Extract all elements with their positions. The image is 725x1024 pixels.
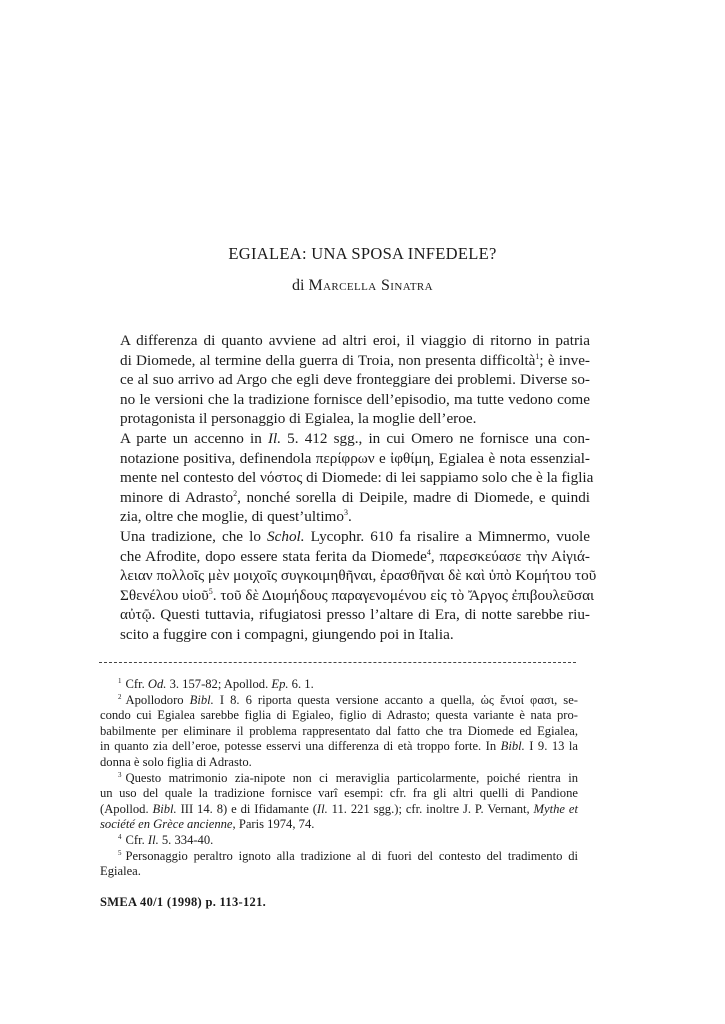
text-line: protagonista il personaggio di Egialea, la moglie dell’eroe.: [120, 410, 477, 428]
article-body: [100, 331, 597, 645]
text-line: A parte un accenno in Il. 5. 412 sgg., in cui Omero ne fornisce una con-: [120, 429, 590, 447]
footnote-ref[interactable]: 1: [535, 351, 540, 361]
text-line: Σθενέλου υἱοῦ$^5$. τοῦ δὲ Διομήδους παραγενομένου εἰς τὸ Ἄργος ἐπιβουλεῦσαι: [120, 586, 595, 604]
paragraph-2: [100, 429, 594, 527]
footnote-ref[interactable]: 5: [208, 586, 213, 596]
text-line: ce al suo arrivo ad Argo che egli deve fronteggiare dei problemi. Diverse so-: [120, 371, 590, 389]
text-line: di Diomede, al termine della guerra di Troia, non presenta difficoltà$^1$; è inve-: [120, 351, 590, 369]
footnote-4: $^4$ Cfr. Il. 5. 334-40.: [118, 832, 214, 847]
footnote-5: $^5$ Personaggio peraltro ignoto alla tradizione al di fuori del contesto del tradimento di Egialea.: [100, 848, 578, 879]
footnote-number: 2: [118, 692, 122, 701]
footnote-ref[interactable]: 3: [343, 508, 348, 518]
text-line: no le versioni che la tradizione fornisce dell’episodio, ma tutte vedono come: [120, 390, 590, 408]
footnote-3: $^3$ Questo matrimonio zia-nipote non ci meraviglia particolarmente, poiché rientra in un uso del quale la tradizione fornisce varî esempi: cfr. fra gli altri quelli di Pandione (Apollod. Bibl. III 14. 8) e di Ifidamante (Il. 11. 221 sgg.); cfr. inoltre J. P. Vernant, Mythe et société en Grèce ancienne, Paris 1974, 74.: [100, 770, 578, 832]
footnote-ref[interactable]: 2: [233, 488, 238, 498]
footnote-ref[interactable]: 4: [426, 547, 431, 557]
author-prefix: di: [291, 277, 305, 294]
footnote-number: 5: [118, 848, 122, 857]
footnote-separator: [99, 662, 576, 663]
footnote-number: 1: [118, 677, 122, 685]
text-line: minore di Adrasto$^2$, nonché sorella di Deipile, madre di Diomede, e quindi: [120, 488, 591, 506]
text-line: che Afrodite, dopo essere stata ferita da Diomede$^4$, παρεσκεύασε τὴν Αἰγιά-: [120, 547, 590, 565]
footnote-1: $^1$ Cfr. Od. 3. 157-82; Apollod. Ep. 6. 1.: [118, 677, 314, 691]
footnote-2: $^2$ Apollodoro Bibl. I 8. 6 riporta questa versione accanto a quella, ὡς ἔνιοί φασι, se- condo cui Egialea sarebbe figlia di Egialeo, figlio di Adrasto; questa variante è nata pro- babilmente per eliminare il problema rappresentato dal fatto che tra Diomede ed Egialea, in quanto zia dell’eroe, potesse esservi una differenza di età troppo forte. In Bibl. I 9. 13 la donna è solo figlia di Adrasto.: [100, 692, 578, 769]
paragraph-3: [100, 527, 597, 645]
text-line: notazione positiva, definendola περίφρων e ἰφθίμη, Egialea è nota essenzial-: [120, 449, 590, 467]
author-name: Marcella Sinatra: [308, 277, 434, 294]
text-line: zia, oltre che moglie, di quest’ultimo$^3$.: [120, 508, 352, 526]
text-line: A differenza di quanto avviene ad altri eroi, il viaggio di ritorno in patria: [120, 332, 590, 349]
article-author: [0, 277, 725, 295]
text-line: Una tradizione, che lo Schol. Lycophr. 610 fa risalire a Mimnermo, vuole: [120, 527, 591, 545]
text-line: mente nel contesto del νόστος di Diomede: di lei sappiamo solo che è la figlia: [120, 469, 594, 487]
text-line: scito a fuggire con i compagni, giungendo poi in Italia.: [120, 625, 454, 643]
paragraph-1: [100, 331, 590, 429]
text-line: αὐτῷ. Questi tuttavia, rifugiatosi presso l’altare di Era, di notte sarebbe riu-: [120, 606, 590, 624]
journal-citation: SMEA 40/1 (1998) p. 113-121.: [100, 895, 267, 909]
footnote-number: 3: [118, 770, 122, 779]
footnote-number: 4: [118, 832, 122, 841]
article-title: EGIALEA: UNA SPOSA INFEDELE?: [228, 244, 497, 263]
text-line: λειαν πολλοῖς μὲν μοιχοῖς συγκοιμηθῆναι, ἐρασθῆναι δὲ καὶ ὑπὸ Κομήτου τοῦ: [120, 567, 597, 585]
footnotes: [100, 677, 578, 880]
